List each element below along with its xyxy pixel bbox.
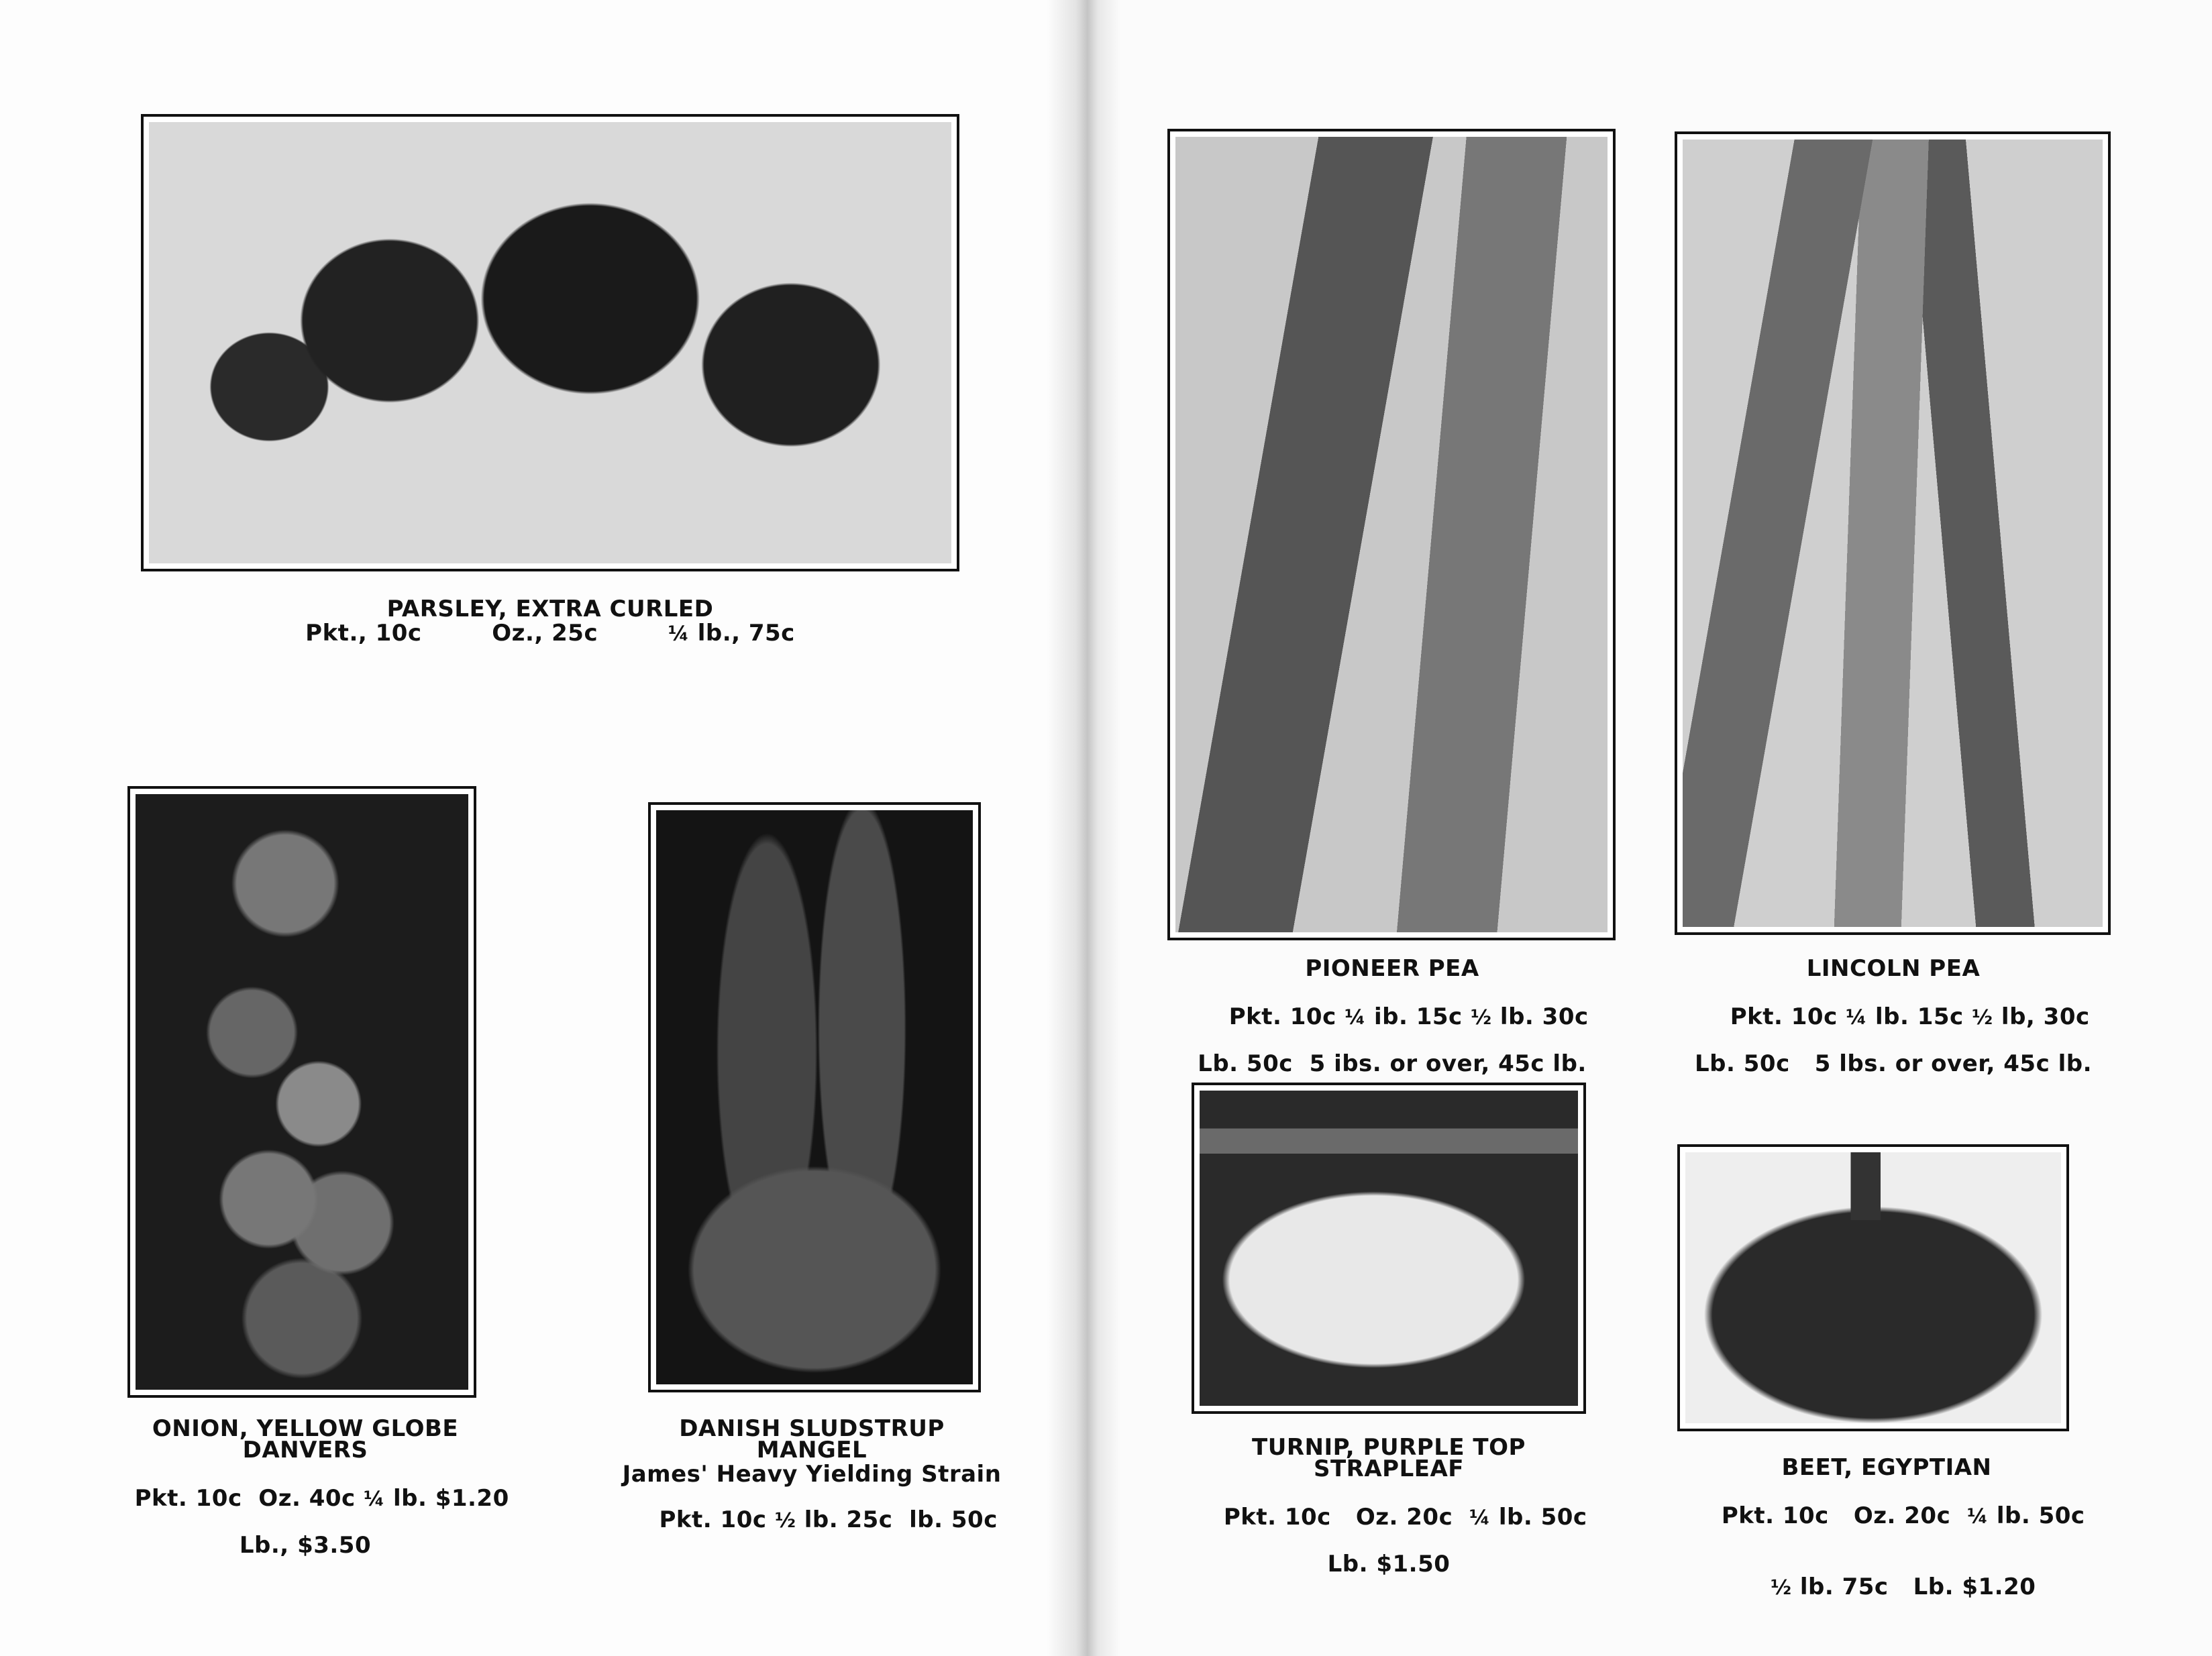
- onion-image: [136, 794, 468, 1390]
- mangel-strain: James' Heavy Yielding Strain: [622, 1461, 1002, 1488]
- lincoln-pea-price-line1: Pkt. 10c ¼ lb. 15c ½ lb, 30c: [1730, 1003, 2090, 1030]
- onion-caption: [67, 1417, 543, 1557]
- onion-name-line1: ONION, YELLOW GLOBE: [152, 1415, 459, 1442]
- pioneer-pea-caption: [1154, 956, 1630, 1076]
- turnip-price-line2: Lb. $1.50: [1327, 1551, 1451, 1578]
- beet-image: [1685, 1152, 2061, 1423]
- lincoln-pea-photo: [1675, 131, 2111, 935]
- turnip-caption: [1154, 1435, 1624, 1576]
- onion-price-line2: Lb., $3.50: [239, 1532, 372, 1559]
- pioneer-pea-image: [1175, 137, 1608, 932]
- parsley-photo: [141, 114, 959, 571]
- onion-photo: [127, 786, 476, 1398]
- mangel-price: Pkt. 10c ½ lb. 25c lb. 50c: [659, 1506, 998, 1533]
- onion-price-line1: Pkt. 10c Oz. 40c ¼ lb. $1.20: [134, 1485, 509, 1512]
- parsley-caption: [215, 597, 886, 647]
- turnip-name-line2: STRAPLEAF: [1313, 1455, 1465, 1482]
- beet-price-line2: ½ lb. 75c Lb. $1.20: [1770, 1574, 2036, 1600]
- pioneer-pea-name: PIONEER PEA: [1305, 955, 1479, 982]
- mangel-name-line2: MANGEL: [756, 1437, 867, 1464]
- mangel-caption: [590, 1417, 1033, 1557]
- lincoln-pea-image: [1683, 140, 2103, 927]
- parsley-price: Pkt., 10c Oz., 25c ¼ lb., 75c: [305, 620, 795, 647]
- mangel-name-line1: DANISH SLUDSTRUP: [679, 1415, 945, 1442]
- turnip-price-line1: Pkt. 10c Oz. 20c ¼ lb. 50c: [1223, 1504, 1587, 1531]
- turnip-image: [1200, 1091, 1578, 1406]
- lincoln-pea-price-line2: Lb. 50c 5 lbs. or over, 45c lb.: [1695, 1050, 2092, 1077]
- mangel-image: [656, 810, 973, 1384]
- lincoln-pea-caption: [1652, 956, 2135, 1076]
- book-gutter: [1047, 0, 1120, 1656]
- turnip-name-line1: TURNIP, PURPLE TOP: [1252, 1434, 1526, 1461]
- beet-photo: [1677, 1144, 2069, 1431]
- pioneer-pea-price-line1: Pkt. 10c ¼ ib. 15c ½ lb. 30c: [1228, 1003, 1589, 1030]
- pioneer-pea-photo: [1167, 129, 1616, 940]
- parsley-name: PARSLEY, EXTRA CURLED: [386, 596, 714, 622]
- onion-name-line2: DANVERS: [242, 1437, 368, 1464]
- beet-caption: [1652, 1455, 2121, 1624]
- parsley-image: [149, 122, 951, 563]
- turnip-photo: [1192, 1083, 1586, 1414]
- lincoln-pea-name: LINCOLN PEA: [1806, 955, 1981, 982]
- beet-name: BEET, EGYPTIAN: [1781, 1454, 1992, 1481]
- mangel-photo: [648, 802, 981, 1392]
- pioneer-pea-price-line2: Lb. 50c 5 ibs. or over, 45c lb.: [1198, 1050, 1587, 1077]
- beet-price-line1: Pkt. 10c Oz. 20c ¼ lb. 50c: [1721, 1502, 2085, 1529]
